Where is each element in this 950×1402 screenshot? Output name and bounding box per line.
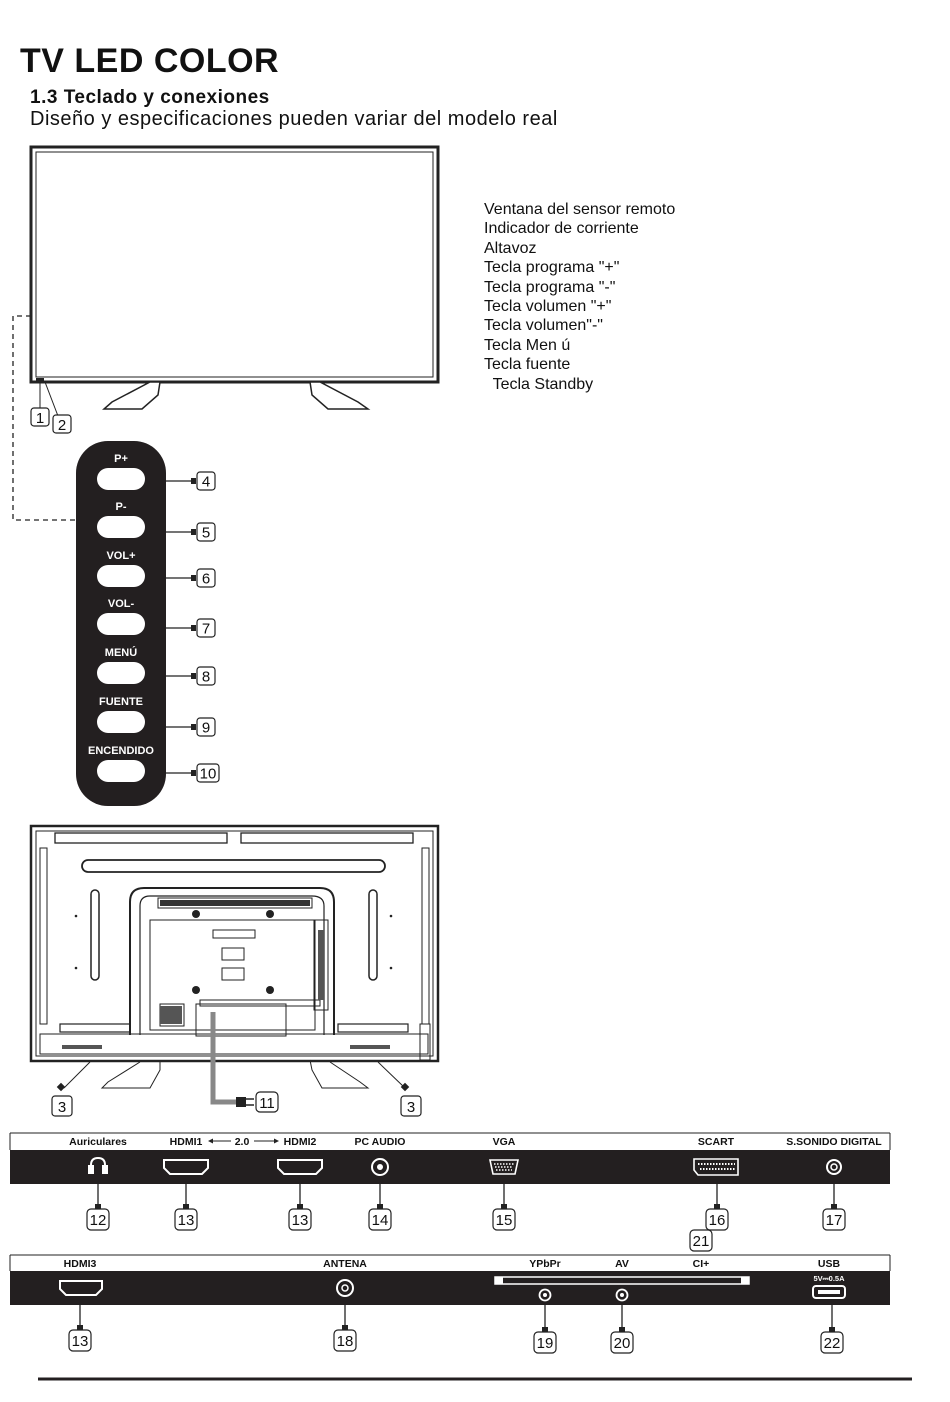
panel2-callout-usb xyxy=(821,1305,843,1353)
panel1-callout-headphones xyxy=(87,1184,109,1230)
front-callout-1 xyxy=(31,408,49,427)
scart-label: SCART xyxy=(697,1136,735,1148)
keypad-button xyxy=(97,662,145,684)
keypad-key-label: FUENTE xyxy=(99,696,143,708)
keypad-callout-number: 10 xyxy=(199,765,217,783)
keypad-button xyxy=(97,516,145,538)
callout-number: 13 xyxy=(177,1212,195,1229)
rear-vent-details xyxy=(62,900,392,1049)
keypad-key-label: P+ xyxy=(114,453,128,465)
callout-number: 19 xyxy=(536,1335,554,1352)
section-subtitle: Diseño y especificaciones pueden variar del modelo real xyxy=(30,108,558,130)
vga-label: VGA xyxy=(492,1136,516,1148)
antenna-label: ANTENA xyxy=(323,1258,367,1270)
legend-item: Tecla volumen "+" xyxy=(484,298,612,316)
legend-item: Tecla Men ú xyxy=(484,336,571,354)
usb-rating-label: 5V⎓0.5A xyxy=(813,1274,845,1283)
remote-sensor-icon xyxy=(36,378,44,382)
keypad-key-label: VOL- xyxy=(107,598,135,610)
callout-number: 14 xyxy=(371,1212,389,1229)
ci-label: CI+ xyxy=(692,1258,710,1270)
panel2-callout-av xyxy=(611,1305,633,1353)
callout-number: 18 xyxy=(336,1333,354,1350)
callout-number: 16 xyxy=(708,1212,726,1229)
legend-item: Tecla Standby xyxy=(484,375,594,393)
panel1-callout-ci xyxy=(690,1230,712,1251)
keypad-callout-number: 7 xyxy=(201,620,211,638)
panel1-callout-scart xyxy=(706,1184,728,1230)
keypad-callout-number: 9 xyxy=(201,719,211,737)
front-callout-2 xyxy=(53,415,71,434)
connector-panel-2 xyxy=(10,1255,890,1305)
keypad-button xyxy=(97,565,145,587)
rear-callout-3-left xyxy=(52,1096,72,1116)
keypad-callout-number: 5 xyxy=(201,524,211,542)
panel1-callout-hdmi2 xyxy=(289,1184,311,1230)
keypad-callout-number: 4 xyxy=(201,473,211,491)
svg-text:2: 2 xyxy=(57,417,67,434)
callout-number: 15 xyxy=(495,1212,513,1229)
ypbpr-label: YPbPr xyxy=(529,1258,561,1270)
panel1-callout-digital-audio xyxy=(823,1184,845,1230)
hdmi-version-label: 2.0 xyxy=(234,1136,250,1148)
callout-number: 22 xyxy=(823,1335,841,1352)
legend-item: Ventana del sensor remoto xyxy=(484,201,676,218)
panel2-callout-hdmi3 xyxy=(69,1305,91,1351)
panel1-callout-pc-audio xyxy=(369,1184,391,1230)
callout-number: 13 xyxy=(291,1212,309,1229)
hdmi2-label: HDMI2 xyxy=(283,1136,317,1148)
av-label: AV xyxy=(615,1258,629,1270)
tv-front-view xyxy=(31,147,438,416)
connector-panel-1 xyxy=(10,1133,890,1184)
panel2-callout-ypbpr xyxy=(534,1305,556,1353)
keypad-button xyxy=(97,468,145,490)
legend-item: Tecla fuente xyxy=(484,356,571,374)
svg-text:3: 3 xyxy=(57,1099,67,1116)
headphones-label: Auriculares xyxy=(69,1136,127,1148)
callout-number: 20 xyxy=(613,1335,631,1352)
usb-label: USB xyxy=(817,1258,841,1270)
hdmi1-label: HDMI1 xyxy=(169,1136,203,1148)
svg-text:1: 1 xyxy=(35,410,45,427)
keypad-callout-number: 8 xyxy=(201,668,211,686)
pc-audio-label: PC AUDIO xyxy=(354,1136,406,1148)
page-title: TV LED COLOR xyxy=(20,42,280,80)
keypad-callout-number: 6 xyxy=(201,570,211,588)
svg-text:11: 11 xyxy=(259,1095,275,1112)
legend-item: Altavoz xyxy=(484,239,537,257)
legend-item: Tecla programa "+" xyxy=(484,259,620,277)
keypad-key-label: P- xyxy=(115,501,127,513)
keypad-key-label: ENCENDIDO xyxy=(87,745,155,757)
callout-number: 17 xyxy=(825,1212,843,1229)
keypad-button xyxy=(97,760,145,782)
section-heading: 1.3 Teclado y conexiones xyxy=(30,87,270,108)
legend-item: Indicador de corriente xyxy=(484,220,639,238)
rear-callout-3-right xyxy=(401,1096,421,1116)
callout-number: 21 xyxy=(692,1233,710,1250)
keypad-button xyxy=(97,613,145,635)
panel1-callout-hdmi1 xyxy=(175,1184,197,1230)
keypad-key-label: VOL+ xyxy=(106,550,136,562)
legend-item: Tecla volumen"-" xyxy=(484,317,603,335)
callout-number: 12 xyxy=(89,1212,107,1229)
panel2-callout-antenna xyxy=(334,1305,356,1351)
keypad-key-label: MENÚ xyxy=(104,647,138,659)
callout-number: 13 xyxy=(71,1333,89,1350)
hdmi3-label: HDMI3 xyxy=(63,1258,97,1270)
panel1-callout-vga xyxy=(493,1184,515,1230)
digital-audio-label: S.SONIDO DIGITAL xyxy=(786,1136,882,1148)
power-cord xyxy=(213,1012,254,1107)
legend-item: Tecla programa "-" xyxy=(484,278,616,296)
svg-text:3: 3 xyxy=(406,1099,416,1116)
rear-callout-11 xyxy=(256,1092,278,1112)
keypad-button xyxy=(97,711,145,733)
